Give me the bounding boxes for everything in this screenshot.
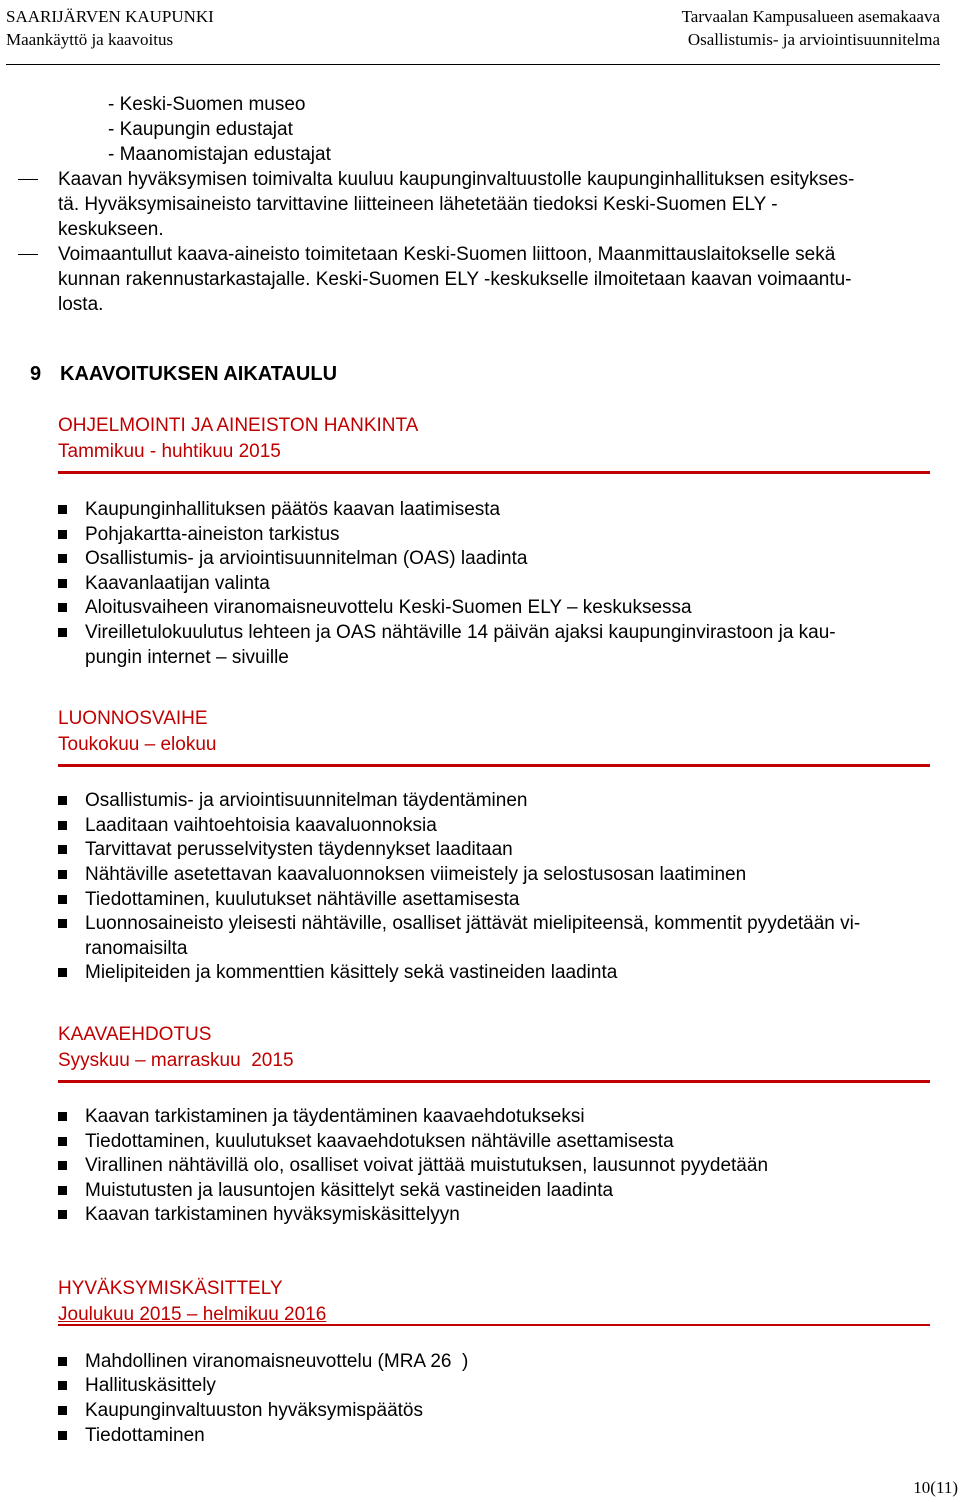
list-item [58, 1179, 934, 1204]
list-item-text: Mahdollinen viranomaisneuvottelu (MRA 26 ) [85, 1350, 469, 1372]
square-bullet-icon [58, 554, 67, 563]
list-item [58, 547, 934, 572]
phase-title: HYVÄKSYMISKÄSITTELY [58, 1277, 283, 1299]
page-number: 10(11) [913, 1478, 958, 1497]
section-title: KAAVOITUKSEN AIKATAULU [60, 363, 338, 385]
header-department: Maankäyttö ja kaavoitus [6, 30, 174, 49]
list-item-text: pungin internet – sivuille [85, 646, 289, 668]
list-item-text: Laaditaan vaihtoehtoisia kaavaluonnoksia [85, 814, 437, 836]
phase-ohjelmointi [58, 413, 934, 670]
phase-task-list [58, 1105, 934, 1228]
list-item-text: Mielipiteiden ja kommenttien käsittely sekä vastineiden laadinta [85, 962, 618, 984]
square-bullet-icon [58, 1137, 67, 1146]
dash-item-line: Kaavan hyväksymisen toimivalta kuuluu kaupunginvaltuustolle kaupunginhallituksen esitykses- [58, 169, 855, 190]
square-bullet-icon [58, 845, 67, 854]
list-item [58, 523, 934, 548]
phase-rule [58, 1080, 930, 1083]
list-item-text: Kaavan tarkistaminen ja täydentäminen kaavaehdotukseksi [85, 1105, 585, 1127]
list-item-text: Pohjakartta-aineiston tarkistus [85, 523, 340, 545]
square-bullet-icon [58, 1357, 67, 1366]
phase-kaavaehdotus [58, 1022, 934, 1228]
phase-task-list [58, 789, 934, 986]
sublist-item: - Kaupungin edustajat [108, 119, 293, 140]
square-bullet-icon [58, 1161, 67, 1170]
square-bullet-icon [58, 579, 67, 588]
list-item [58, 621, 934, 670]
list-item-text: Kaupunginvaltuuston hyväksymispäätös [85, 1400, 423, 1422]
dash-item-line: keskukseen. [58, 219, 164, 240]
list-item-text: Luonnosaineisto yleisesti nähtäville, osalliset jättävät mielipiteensä, kommentit pyydetään vi- [85, 913, 861, 935]
sublist-item: - Maanomistajan edustajat [108, 144, 331, 165]
list-item [58, 498, 934, 523]
dash-list-item [58, 242, 934, 317]
square-bullet-icon [58, 530, 67, 539]
list-item-text: Tarvittavat perusselvitysten täydennykset laaditaan [85, 839, 513, 861]
phase-title: KAAVAEHDOTUS [58, 1023, 212, 1045]
square-bullet-icon [58, 1381, 67, 1390]
section-number: 9 [30, 363, 42, 385]
list-item [58, 1105, 934, 1130]
square-bullet-icon [58, 628, 67, 637]
list-item [58, 961, 934, 986]
square-bullet-icon [58, 1186, 67, 1195]
list-item-text: Muistutusten ja lausuntojen käsittelyt sekä vastineiden laadinta [85, 1179, 614, 1201]
phase-task-list [58, 498, 934, 670]
phase-date: Joulukuu 2015 – helmikuu 2016 [58, 1303, 327, 1325]
list-item-text: ranomaisilta [85, 937, 188, 959]
list-item [58, 1203, 934, 1228]
list-item-text: Virallinen nähtävillä olo, osalliset voivat jättää muistutuksen, lausunnot pyydetään [85, 1155, 769, 1177]
dash-item-line: kunnan rakennustarkastajalle. Keski-Suomen ELY -keskukselle ilmoitetaan kaavan voimaantu- [58, 269, 852, 290]
list-item [58, 1399, 934, 1424]
sublist-item: - Keski-Suomen museo [108, 94, 306, 115]
header-document-name: Osallistumis- ja arviointisuunnitelma [687, 30, 940, 49]
phase-date: Tammikuu - huhtikuu 2015 [58, 441, 281, 462]
list-item [58, 1154, 934, 1179]
list-item-text: Hallituskäsittely [85, 1375, 216, 1397]
list-item [58, 1350, 934, 1375]
square-bullet-icon [58, 821, 67, 830]
square-bullet-icon [58, 895, 67, 904]
list-item [58, 789, 934, 814]
square-bullet-icon [58, 1210, 67, 1219]
square-bullet-icon [58, 505, 67, 514]
list-item-text: Vireilletulokuulutus lehteen ja OAS nähtäville 14 päivän ajaksi kaupunginvirastoon ja kau- [85, 621, 836, 643]
header-left [6, 5, 214, 51]
list-item-text: Tiedottaminen, kuulutukset kaavaehdotuksen nähtäville asettamisesta [85, 1130, 674, 1152]
header-organization: SAARIJÄRVEN KAUPUNKI [6, 7, 214, 26]
list-item [58, 1424, 934, 1449]
header-rule [6, 64, 940, 65]
section-heading [30, 361, 934, 387]
phase-date: Syyskuu – marraskuu 2015 [58, 1049, 294, 1071]
list-item-text: Kaavan tarkistaminen hyväksymiskäsittelyyn [85, 1204, 460, 1226]
list-item [58, 1374, 934, 1399]
square-bullet-icon [58, 1431, 67, 1440]
list-item [58, 863, 934, 888]
list-item-text: Kaupunginhallituksen päätös kaavan laatimisesta [85, 499, 501, 520]
phase-task-list [58, 1350, 934, 1448]
list-item [58, 838, 934, 863]
phase-title: LUONNOSVAIHE [58, 708, 208, 730]
list-item [58, 912, 934, 961]
square-bullet-icon [58, 796, 67, 805]
list-item-text: Osallistumis- ja arviointisuunnitelman täydentäminen [85, 790, 528, 812]
list-item [58, 814, 934, 839]
phase-luonnosvaihe [58, 706, 934, 986]
list-item-text: Tiedottaminen, kuulutukset nähtäville asettamisesta [85, 888, 520, 910]
list-item-text: Osallistumis- ja arviointisuunnitelman (OAS) laadinta [85, 548, 528, 570]
list-item-text: Nähtäville asetettavan kaavaluonnoksen viimeistely ja selostusosan laatiminen [85, 863, 747, 885]
square-bullet-icon [58, 919, 67, 928]
list-item [58, 888, 934, 913]
dash-item-line: tä. Hyväksymisaineisto tarvittavine liitteineen lähetetään tiedoksi Keski-Suomen ELY - [58, 194, 778, 215]
phase-date: Toukokuu – elokuu [58, 734, 217, 756]
page-body [30, 92, 934, 1448]
square-bullet-icon [58, 603, 67, 612]
list-item-text: Aloitusvaiheen viranomaisneuvottelu Keski-Suomen ELY – keskuksessa [85, 597, 692, 619]
list-item [58, 572, 934, 597]
phase-rule [58, 764, 930, 767]
intro-sublist [58, 92, 934, 167]
square-bullet-icon [58, 870, 67, 879]
dash-item-line: losta. [58, 294, 104, 315]
phase-hyvaksymiskasittely [58, 1276, 934, 1448]
list-item [58, 596, 934, 621]
header-right [682, 5, 940, 51]
header-plan-name: Tarvaalan Kampusalueen asemakaava [681, 7, 940, 26]
square-bullet-icon [58, 968, 67, 977]
phase-title: OHJELMOINTI JA AINEISTON HANKINTA [58, 415, 419, 436]
list-item-text: Tiedottaminen [85, 1424, 205, 1446]
square-bullet-icon [58, 1406, 67, 1415]
phase-rule [58, 471, 930, 474]
list-item [58, 1130, 934, 1155]
dash-item-line: Voimaantullut kaava-aineisto toimitetaan Keski-Suomen liittoon, Maanmittauslaitokselle sekä [58, 244, 836, 265]
square-bullet-icon [58, 1112, 67, 1121]
list-item-text: Kaavanlaatijan valinta [85, 572, 270, 594]
dash-list-item [58, 167, 934, 242]
page-header [6, 5, 940, 65]
